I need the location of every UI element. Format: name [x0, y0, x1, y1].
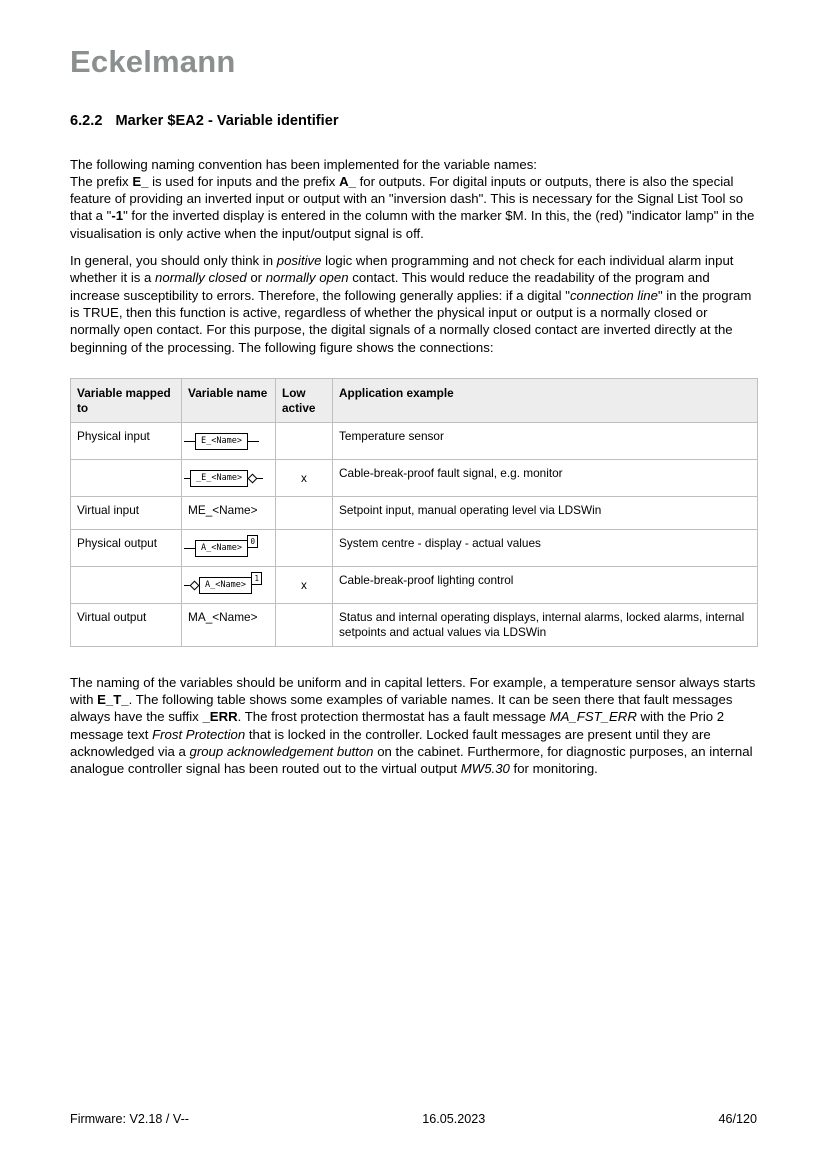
cell-low-active [276, 497, 333, 530]
cell-application-example: Cable-break-proof fault signal, e.g. monitor [333, 460, 758, 497]
cell-application-example: System centre - display - actual values [333, 530, 758, 567]
cell-low-active [276, 423, 333, 460]
section-heading [70, 113, 757, 131]
column-header-variable-name: Variable name [182, 378, 276, 422]
footer-firmware-version: Firmware: V2.18 / V-- [70, 1112, 189, 1126]
cell-variable-mapped: Physical input [71, 423, 182, 460]
cell-variable-mapped: Virtual output [71, 604, 182, 646]
company-logo: Eckelmann [70, 44, 236, 79]
cell-variable-name [182, 530, 276, 567]
cell-variable-mapped [71, 460, 182, 497]
wire-line [248, 441, 259, 442]
physical-input-diagram [184, 433, 273, 450]
section-number: 6.2.2 [70, 113, 103, 130]
cell-low-active: x [276, 567, 333, 604]
cell-variable-name: MA_<Name> [182, 604, 276, 646]
inversion-diamond-icon [190, 580, 200, 590]
page-footer [70, 1112, 757, 1126]
variable-name-box: E_<Name> [195, 433, 248, 450]
cell-variable-mapped: Physical output [71, 530, 182, 567]
column-header-variable-mapped-to: Variable mapped to [71, 378, 182, 422]
cell-application-example: Temperature sensor [333, 423, 758, 460]
variable-name-box: A_<Name> [199, 577, 252, 594]
table-row [71, 604, 758, 646]
cell-variable-name: ME_<Name> [182, 497, 276, 530]
cell-application-example: Setpoint input, manual operating level via LDSWin [333, 497, 758, 530]
column-header-low-active: Low active [276, 378, 333, 422]
cell-low-active [276, 604, 333, 646]
table-row [71, 530, 758, 567]
cell-application-example: Status and internal operating displays, internal alarms, locked alarms, internal setpoints and actual values via LDSWin [333, 604, 758, 646]
paragraph-naming-convention: The following naming convention has been implemented for the variable names: The prefix E_ is used for inputs and the prefix A_ for outputs. For digital inputs or outputs, there is also the special feature of providing an inverted input or output with an "inversion dash". This is necessary for the Signal List Tool so that a "-1" for the inverted display is entered in the column with the marker $M. In this, the (red) "indicator lamp" in the visualisation is only active when the input/output signal is off. [70, 156, 755, 241]
cell-variable-mapped: Virtual input [71, 497, 182, 530]
section-title: Marker $EA2 - Variable identifier [115, 113, 339, 130]
inverted-input-diagram [184, 470, 273, 487]
table-row [71, 460, 758, 497]
footer-page-number: 46/120 [718, 1112, 757, 1126]
table-row [71, 423, 758, 460]
cell-low-active [276, 530, 333, 567]
cell-variable-mapped [71, 567, 182, 604]
wire-line [257, 478, 263, 479]
inverted-output-diagram [184, 573, 273, 594]
wire-line [184, 548, 195, 549]
variable-identifier-table [70, 378, 758, 647]
paragraph-positive-logic: In general, you should only think in positive logic when programming and not check for each individual alarm input whether it is a normally closed or normally open contact. This would reduce the readability of the program and increase susceptibility to errors. Therefore, the following generally applies: if a digital "connection line" in the program is TRUE, then this function is active, regardless of whether the physical input or output is a normally closed or normally open contact. For this purpose, the digital signals of a normally closed contact are inverted directly at the beginning of the processing. The following figure shows the connections: [70, 253, 752, 355]
variable-name-box: _E_<Name> [190, 470, 248, 487]
cell-variable-name [182, 423, 276, 460]
table-header-row [71, 378, 758, 422]
table-row [71, 567, 758, 604]
physical-output-diagram [184, 536, 273, 557]
table-row [71, 497, 758, 530]
cell-low-active: x [276, 460, 333, 497]
output-state-indicator: 1 [251, 572, 263, 585]
cell-variable-name [182, 567, 276, 604]
wire-line [184, 441, 195, 442]
cell-variable-name [182, 460, 276, 497]
inversion-diamond-icon [248, 473, 258, 483]
footer-date: 16.05.2023 [422, 1112, 486, 1126]
column-header-application-example: Application example [333, 378, 758, 422]
cell-application-example: Cable-break-proof lighting control [333, 567, 758, 604]
variable-name-box: A_<Name> [195, 540, 248, 557]
paragraph-naming-rules: The naming of the variables should be uniform and in capital letters. For example, a temperature sensor always starts with E_T_. The following table shows some examples of variable names. It can be seen there that fault messages always have the suffix _ERR. The frost protection thermostat has a fault message MA_FST_ERR with the Prio 2 message text Frost Protection that is locked in the controller. Locked fault messages are present until they are acknowledged via a group acknowledgement button on the cabinet. Furthermore, for diagnostic purposes, an internal analogue controller signal has been routed out to the virtual output MW5.30 for monitoring. [70, 674, 756, 777]
output-state-indicator: 0 [247, 535, 259, 548]
